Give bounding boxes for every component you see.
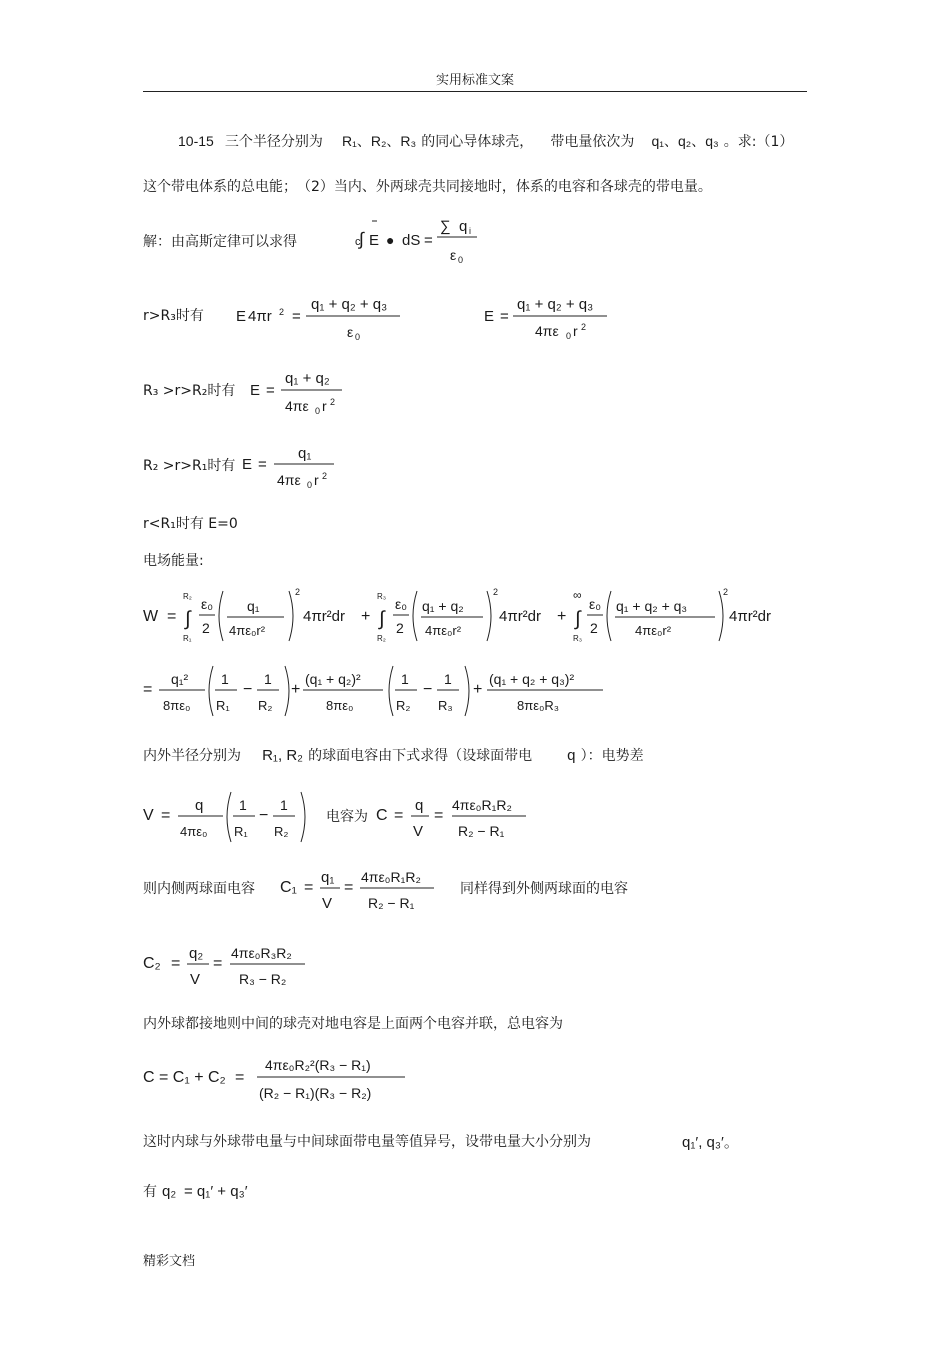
cap-intro-c: 的球面电容由下式求得（设球面带电 [308, 748, 533, 764]
svg-text:q₁²: q₁² [171, 671, 189, 687]
inner-cap-label: 则内侧两球面电容 [143, 881, 255, 897]
svg-text:=: = [266, 382, 275, 399]
svg-text:r: r [314, 472, 319, 488]
svg-text:V: V [190, 971, 201, 988]
svg-text:R₁: R₁ [234, 824, 248, 839]
svg-text:R₃ − R₂: R₃ − R₂ [239, 971, 287, 987]
charge-relation-formula [162, 1176, 262, 1206]
svg-text:+: + [557, 608, 567, 625]
page-footer: 精彩文档 [143, 1254, 196, 1269]
cap-intro-e: ）：电势差 [580, 748, 644, 764]
svg-text:R₂: R₂ [377, 634, 386, 643]
svg-text:2: 2 [279, 307, 285, 317]
svg-text:=: = [424, 232, 433, 249]
svg-text:4πε: 4πε [285, 398, 309, 414]
gauss-law-formula [355, 212, 485, 268]
svg-text:q₁: q₁ [298, 445, 312, 462]
svg-text:ε: ε [450, 247, 457, 263]
formula-e-case2 [250, 366, 350, 422]
solution-intro: 解：由高斯定律可以求得 [143, 234, 297, 250]
svg-text:0: 0 [355, 332, 361, 342]
svg-text:1: 1 [239, 797, 247, 813]
svg-text:2: 2 [723, 587, 729, 597]
svg-text:0: 0 [458, 255, 464, 265]
svg-text:=: = [304, 879, 314, 896]
formula-e-case1 [484, 290, 614, 346]
svg-text:1: 1 [401, 671, 409, 687]
svg-text:2: 2 [581, 322, 587, 332]
svg-text:∫: ∫ [359, 229, 364, 249]
svg-text:4πε₀R₁R₂: 4πε₀R₁R₂ [452, 797, 512, 813]
svg-text:4πε₀R₂²(R₃ − R₁): 4πε₀R₂²(R₃ − R₁) [265, 1057, 371, 1073]
svg-text:R₃: R₃ [438, 698, 453, 713]
have-label: 有 [143, 1184, 157, 1200]
energy-label: 电场能量: [143, 553, 204, 569]
svg-text:4πr: 4πr [248, 308, 272, 325]
svg-text:=: = [161, 807, 171, 824]
svg-text:ε₀: ε₀ [395, 596, 408, 612]
problem-line-2: 这个带电体系的总电能； （2）当内、外两球壳共同接地时，体系的电容和各球壳的带电量。 [143, 179, 712, 195]
svg-text:r: r [573, 323, 578, 339]
case-2-label: R₃ >r>R₂时有 [143, 383, 236, 399]
svg-text:4πε₀r²: 4πε₀r² [635, 623, 672, 638]
svg-text:R₁: R₁ [216, 698, 230, 713]
formula-e4pir2 [236, 290, 406, 346]
svg-text:W: W [143, 608, 159, 625]
cap-label: 电容为 [326, 809, 368, 825]
charges-text: 这时内球与外球带电量与中间球面带电量等值异号，设带电量大小分别为 [143, 1134, 591, 1150]
svg-text:q₁ + q₂ + q₃: q₁ + q₂ + q₃ [616, 598, 688, 614]
problem-radii: R₁、R₂、R₃ [342, 133, 417, 149]
energy-integral-formula [143, 583, 793, 649]
svg-text:2: 2 [202, 620, 210, 636]
svg-text:∫: ∫ [575, 608, 581, 630]
problem-text-d: 。求:（1） [723, 134, 794, 150]
svg-text:q₁ + q₂: q₁ + q₂ [285, 370, 330, 387]
svg-text:0: 0 [315, 406, 321, 416]
svg-text:=: = [213, 955, 223, 972]
svg-text:−: − [423, 681, 433, 698]
svg-text:4πε₀: 4πε₀ [180, 824, 208, 839]
svg-text:E: E [369, 232, 380, 249]
svg-text:r: r [322, 398, 327, 414]
capacitance-intro [143, 745, 644, 765]
svg-text:4πε₀R₃R₂: 4πε₀R₃R₂ [231, 945, 292, 961]
svg-text:=: = [292, 308, 301, 325]
svg-text:∫: ∫ [379, 608, 385, 630]
formula-e-case3 [242, 440, 342, 496]
case-3-label: R₂ >r>R₁时有 [143, 458, 236, 474]
svg-text:∞: ∞ [573, 588, 582, 602]
svg-text:ε: ε [347, 324, 354, 340]
svg-text:q₁ + q₂ + q₃: q₁ + q₂ + q₃ [517, 296, 594, 313]
svg-text:=: = [344, 879, 354, 896]
svg-text:E: E [242, 456, 253, 473]
header-rule [143, 91, 807, 92]
inner-capacitance-formula [280, 860, 450, 916]
svg-text:R₂: R₂ [274, 824, 289, 839]
cap-intro-a: 内外半径分别为 [143, 748, 241, 764]
svg-text:0: 0 [566, 331, 572, 341]
svg-text:= q₁′ + q₃′: = q₁′ + q₃′ [184, 1183, 248, 1200]
svg-text:V: V [143, 807, 154, 824]
svg-text:=: = [394, 807, 404, 824]
svg-text:=: = [235, 1069, 245, 1086]
svg-text:1: 1 [444, 671, 452, 687]
problem-text-b: 的同心导体球壳， [421, 134, 534, 150]
svg-text:+: + [473, 681, 483, 698]
potential-formula [143, 786, 313, 846]
svg-text:2: 2 [396, 620, 404, 636]
svg-text:8πε₀R₃: 8πε₀R₃ [517, 698, 560, 713]
svg-text:=: = [434, 807, 444, 824]
svg-text:C₁: C₁ [280, 879, 297, 896]
svg-text:∫: ∫ [185, 608, 191, 630]
svg-text:R₂: R₂ [396, 698, 411, 713]
svg-text:2: 2 [322, 471, 328, 481]
svg-text:=: = [143, 681, 153, 698]
svg-text:●: ● [386, 232, 395, 248]
svg-text:R₁: R₁ [183, 634, 192, 643]
svg-text:C: C [143, 1069, 155, 1086]
svg-text:8πε₀: 8πε₀ [163, 698, 191, 713]
svg-text:C: C [376, 807, 388, 824]
svg-text:1: 1 [280, 797, 288, 813]
svg-text:V: V [322, 895, 333, 912]
svg-text:(q₁ + q₂)²: (q₁ + q₂)² [305, 671, 361, 687]
svg-text:R₂ − R₁: R₂ − R₁ [458, 823, 505, 839]
svg-text:=: = [171, 955, 181, 972]
problem-line-1 [178, 131, 793, 151]
svg-text:q: q [195, 797, 204, 814]
svg-text:E: E [484, 308, 495, 325]
svg-text:R₂ − R₁: R₂ − R₁ [368, 895, 415, 911]
svg-text:0: 0 [307, 480, 313, 490]
svg-text:R₂: R₂ [183, 592, 192, 601]
energy-result-formula [143, 660, 613, 720]
svg-text:4πr²dr: 4πr²dr [499, 608, 542, 625]
svg-text:q₁ + q₂ + q₃: q₁ + q₂ + q₃ [311, 296, 388, 313]
cap-intro-b: R₁, R₂ [262, 747, 303, 764]
svg-text:= C₁ + C₂: = C₁ + C₂ [159, 1069, 226, 1086]
svg-text:+: + [361, 608, 371, 625]
problem-text-c: 带电量依次为 [550, 134, 635, 150]
page-header: 实用标准文案 [435, 73, 514, 88]
outer-capacitance-formula [143, 936, 313, 992]
svg-text:R₃: R₃ [573, 634, 583, 643]
svg-text:4πε: 4πε [535, 323, 559, 339]
svg-text:q₁ + q₂: q₁ + q₂ [422, 598, 464, 614]
svg-text:4πε: 4πε [277, 472, 301, 488]
svg-text:8πε₀: 8πε₀ [326, 698, 354, 713]
svg-text:−: − [243, 681, 253, 698]
cap-intro-d: q [567, 747, 576, 764]
total-capacitance-formula [143, 1046, 413, 1106]
charges-symbols: q₁′, q₃′。 [682, 1134, 739, 1151]
svg-text:=: = [167, 608, 177, 625]
svg-text:−: − [259, 807, 269, 824]
svg-text:C₂: C₂ [143, 955, 161, 972]
svg-text:=: = [258, 456, 267, 473]
svg-text:4πr²dr: 4πr²dr [303, 608, 346, 625]
svg-text:4πr²dr: 4πr²dr [729, 608, 772, 625]
svg-text:R₂: R₂ [258, 698, 273, 713]
svg-text:i: i [469, 226, 471, 236]
svg-text:q₁: q₁ [321, 869, 335, 886]
svg-text:q: q [415, 797, 424, 814]
svg-text:4πε₀R₁R₂: 4πε₀R₁R₂ [361, 869, 421, 885]
problem-charges: q₁、q₂、q₃ [651, 133, 719, 149]
outer-cap-label: 同样得到外侧两球面的电容 [460, 881, 628, 897]
svg-text:R₃: R₃ [377, 592, 387, 601]
svg-text:2: 2 [493, 587, 499, 597]
svg-text:q₂: q₂ [162, 1183, 177, 1200]
problem-number: 10-15 [178, 133, 214, 149]
case-4-label: r<R₁时有 E=0 [143, 516, 238, 532]
svg-text:2: 2 [590, 620, 598, 636]
svg-text:(R₂ − R₁)(R₃ − R₂): (R₂ − R₁)(R₃ − R₂) [259, 1085, 372, 1101]
svg-text:1: 1 [264, 671, 272, 687]
sphere-capacitance-formula [376, 788, 536, 844]
svg-text:ε₀: ε₀ [201, 596, 214, 612]
svg-text:q: q [459, 218, 468, 235]
svg-text:=: = [500, 308, 509, 325]
problem-text-a: 三个半径分别为 [224, 134, 323, 150]
svg-text:1: 1 [221, 671, 229, 687]
svg-text:+: + [291, 681, 301, 698]
svg-text:4πε₀r²: 4πε₀r² [425, 623, 462, 638]
svg-text:E: E [250, 382, 261, 399]
svg-text:E: E [236, 308, 247, 325]
case-1-label: r>R₃时有 [143, 308, 204, 324]
parallel-text: 内外球都接地则中间的球壳对地电容是上面两个电容并联，总电容为 [143, 1016, 563, 1032]
svg-text:∑: ∑ [440, 218, 451, 235]
svg-text:q₂: q₂ [189, 945, 204, 962]
svg-text:V: V [413, 823, 424, 840]
svg-text:c: c [355, 236, 361, 248]
svg-text:dS: dS [402, 232, 421, 249]
svg-text:ε₀: ε₀ [589, 596, 602, 612]
svg-text:2: 2 [295, 587, 301, 597]
svg-text:2: 2 [330, 397, 336, 407]
svg-text:q₁: q₁ [247, 598, 260, 614]
svg-text:4πε₀r²: 4πε₀r² [229, 623, 266, 638]
svg-text:(q₁ + q₂ + q₃)²: (q₁ + q₂ + q₃)² [489, 671, 575, 687]
